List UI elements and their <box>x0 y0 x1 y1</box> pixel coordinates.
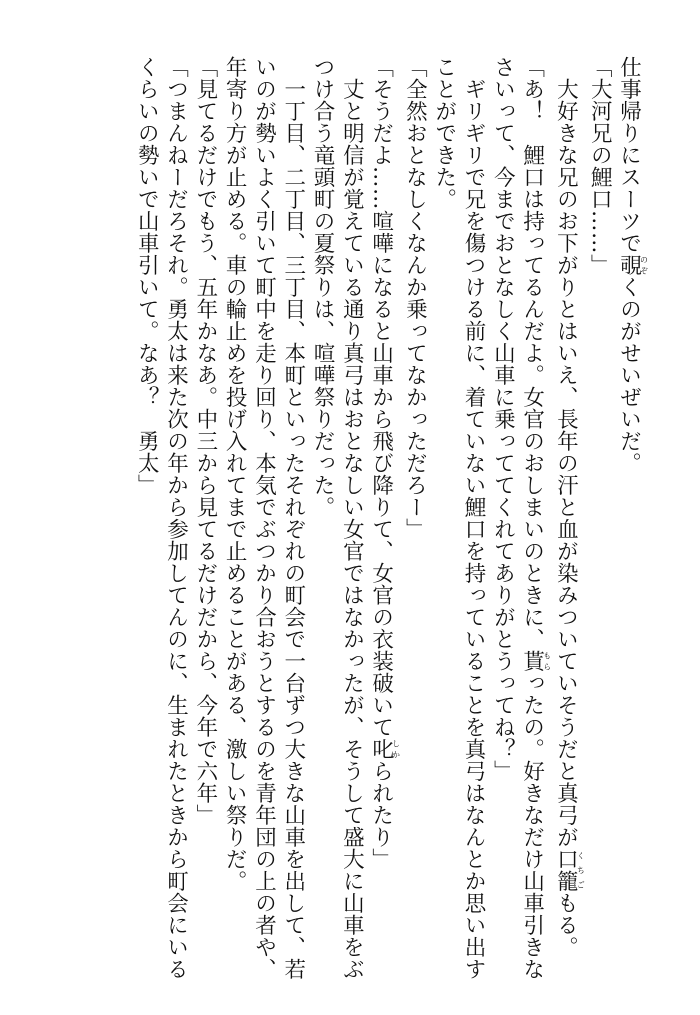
text-segment: 仕事帰りにスーツで <box>616 56 642 254</box>
ruby-reading: のぞ <box>639 254 649 276</box>
text-line <box>337 56 366 980</box>
text-segment: 「見てるだけでもう、五年かなあ。中三から見てるだけだから、今年で六年」 <box>192 56 218 826</box>
text-segment: 「大河兄の鯉口……」 <box>587 56 613 276</box>
text-segment: 大好きな兄のお下がりとはいえ、長年の汗と血が染みついていそうだと真弓が <box>553 56 579 848</box>
text-segment: もる。 <box>553 892 579 958</box>
ruby-annotation <box>368 738 401 760</box>
text-line <box>308 56 337 976</box>
ruby-base: 覗 <box>616 254 642 276</box>
text-segment: られたり」 <box>368 760 394 870</box>
text-line <box>249 56 278 980</box>
text-line <box>132 56 161 976</box>
text-segment: いのが勢いよく引いて町中を走り回り、本気でぶつかり合おうとするのを青年団の上の者や、 <box>251 56 277 980</box>
text-line <box>488 56 517 976</box>
text-segment: 年寄り方が止める。車の輪止めを投げ入れてまで止めることがある、激しい祭りだ。 <box>222 56 248 892</box>
text-line <box>585 56 614 976</box>
ruby-base: 口籠 <box>553 848 579 892</box>
text-segment: 「つまんねーだろそれ。勇太は来た次の年から参加してんのに、生まれたときから町会にいる <box>163 56 189 980</box>
ruby-annotation <box>553 848 586 892</box>
text-segment: 「あ！ 鯉口は持ってるんだよ。女官のおしまいのときに、 <box>519 56 545 650</box>
text-line <box>400 56 429 976</box>
text-segment: ギリギリで兄を傷つける前に、着ていない鯉口を持っていることを真弓はなんとか思い出す <box>461 56 487 980</box>
text-segment: さいって、今までおとなしく山車に乗っててくれてありがとうってね？」 <box>490 56 516 782</box>
ruby-reading: もら <box>542 650 552 672</box>
text-line <box>366 56 400 976</box>
ruby-reading: しか <box>391 738 401 760</box>
text-line <box>517 56 552 980</box>
text-line <box>161 56 190 980</box>
text-line <box>459 56 488 980</box>
ruby-base: 叱 <box>368 738 394 760</box>
text-line <box>278 56 307 980</box>
text-line <box>220 56 249 976</box>
text-segment: つけ合う竜頭町の夏祭りは、喧嘩祭りだった。 <box>310 56 336 518</box>
ruby-annotation <box>616 254 649 276</box>
text-segment: 「そうだよ……喧嘩になると山車から飛び降りて、女官の衣装破いて <box>368 56 394 738</box>
text-segment: ことができた。 <box>431 56 457 210</box>
text-segment: 「全然おとなしくなんか乗ってなかっただろー」 <box>402 56 428 540</box>
ruby-reading: くちご <box>576 848 586 892</box>
text-segment: 丈と明信が覚えている通り真弓はおとなしい女官ではなかったが、そうして盛大に山車をぶ <box>339 56 365 980</box>
text-line <box>429 56 458 976</box>
text-segment: くのがせいぜいだ。 <box>616 276 642 474</box>
text-line <box>614 56 648 976</box>
ruby-base: 貰 <box>519 650 545 672</box>
text-line <box>551 56 585 976</box>
text-segment: ったの。好きなだけ山車引きな <box>519 672 545 980</box>
text-segment: くらいの勢いで山車引いて。なあ？ 勇太」 <box>134 56 160 496</box>
text-segment: 一丁目、二丁目、三丁目、本町といったそれぞれの町会で一台ずつ大きな山車を出して、若 <box>280 56 306 980</box>
text-line <box>191 56 220 976</box>
vertical-text-body <box>132 56 649 980</box>
ruby-annotation <box>519 650 552 672</box>
